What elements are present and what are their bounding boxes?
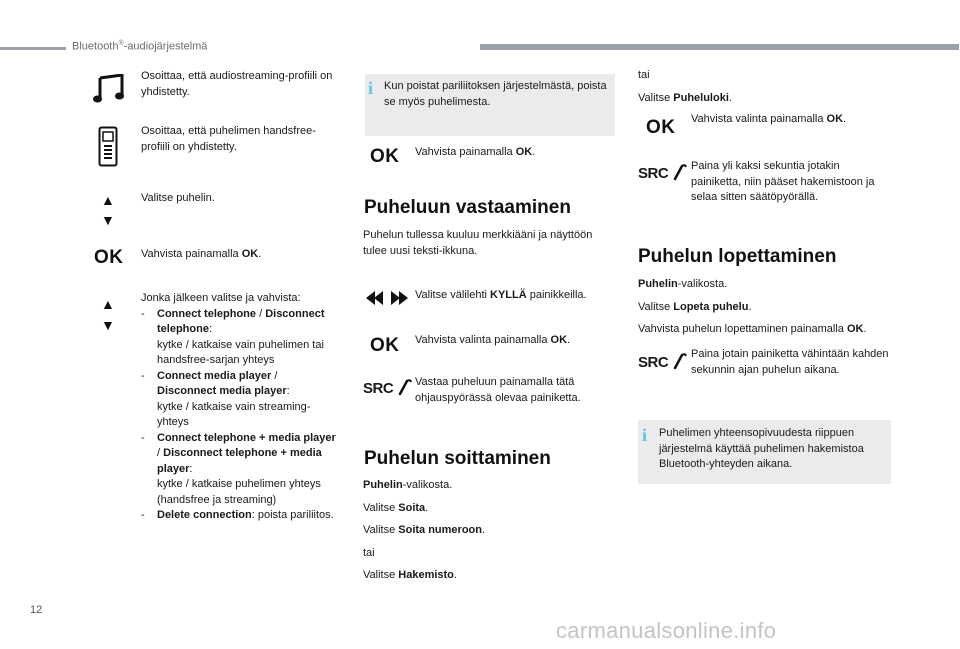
section-heading-end-call: Puhelun lopettaminen <box>638 246 837 267</box>
src-directory-text: Paina yli kaksi sekuntia jotakin painiketta, niin pääset hakemistoon ja selaa sitten säätöpyörällä. <box>691 160 875 203</box>
section-heading-call: Puhelun soittaminen <box>364 448 551 469</box>
confirm-selection-text: Vahvista valinta painamalla OK. <box>691 113 847 125</box>
confirm-ok-text: Vahvista painamalla OK. <box>141 248 262 260</box>
watermark: carmanualsonline.info <box>556 618 777 643</box>
or-text: tai <box>638 69 650 81</box>
answer-intro-text: Puhelun tullessa kuuluu merkkiääni ja näyttöön tulee uusi teksti-ikkuna. <box>363 229 593 257</box>
info-note-unpair <box>365 74 615 136</box>
up-arrow-icon: ▲ <box>101 192 115 208</box>
src-phone-button-icon: SRC <box>638 352 687 372</box>
list-item: - Delete connection: poista pariliitos. <box>141 508 339 524</box>
ok-button-icon: OK <box>370 335 400 356</box>
page-header-title: Bluetooth®-audiojärjestelmä <box>72 40 208 53</box>
confirm-end-call-text: Vahvista puhelun lopettaminen painamalla OK. <box>638 323 867 335</box>
menu-text: Puhelin-valikosta. <box>638 278 728 290</box>
down-arrow-icon: ▼ <box>101 317 115 333</box>
menu-text: Puhelin-valikosta. <box>363 479 453 491</box>
info-note-compatibility <box>638 420 891 484</box>
select-call-log-text: Valitse Puheluloki. <box>638 92 732 104</box>
select-dial-number-text: Valitse Soita numeroon. <box>363 524 486 536</box>
list-item: - Connect telephone + media player / Disconnect telephone + media player: kytke / katkaise puhelimen yhteys (handsfree ja streaming) <box>141 431 339 509</box>
connection-options: Jonka jälkeen valitse ja vahvista: - Connect telephone / Disconnect telephone: kytke / katkaise vain puhelimen tai handsfree-sarjan yhteys - Connect media player / Disconnect media player: kytke / katkaise vain streaming-yhteys - Connect telephone + media player / Disconnect telephone + media player: kytke / katkaise puhelimen yhteys (handsfree ja streaming) - Delete connection: poista pariliitos. <box>141 291 339 524</box>
confirm-ok-text: Vahvista painamalla OK. <box>415 146 536 158</box>
header-bar <box>480 44 959 50</box>
select-phone-text: Valitse puhelin. <box>141 192 215 204</box>
confirm-selection-text: Vahvista valinta painamalla OK. <box>415 334 571 346</box>
list-item: - Connect telephone / Disconnect telephone: kytke / katkaise vain puhelimen tai handsfree-sarjan yhteys <box>141 307 339 369</box>
list-item: - Connect media player / Disconnect media player: kytke / katkaise vain streaming-yhteys <box>141 369 339 431</box>
info-note-text: Kun poistat pariliitoksen järjestelmästä, poista se myös puhelimesta. <box>384 80 607 108</box>
up-arrow-icon: ▲ <box>101 296 115 312</box>
ok-button-icon: OK <box>646 117 676 138</box>
info-note-text: Puhelimen yhteensopivuudesta riippuen järjestelmä käyttää puhelimen hakemistoa Bluetooth-yhteyden aikana. <box>659 427 864 470</box>
select-tab-text: Valitse välilehti KYLLÄ painikkeilla. <box>415 289 587 301</box>
section-heading-answer: Puheluun vastaaminen <box>364 197 571 218</box>
left-right-arrows-icon <box>366 290 408 311</box>
handsfree-profile-text: Osoittaa, että puhelimen handsfree-profiili on yhdistetty. <box>141 125 316 153</box>
src-answer-text: Vastaa puheluun painamalla tätä ohjauspyörässä olevaa painiketta. <box>415 376 581 404</box>
audio-profile-text: Osoittaa, että audiostreaming-profiili on yhdistetty. <box>141 70 333 98</box>
src-phone-button-icon: SRC <box>638 163 687 183</box>
or-text: tai <box>363 547 375 559</box>
select-call-text: Valitse Soita. <box>363 502 429 514</box>
mobile-phone-icon <box>98 126 120 173</box>
info-icon: i <box>642 425 648 445</box>
page-number: 12 <box>30 604 43 616</box>
down-arrow-icon: ▼ <box>101 212 115 228</box>
select-end-call-text: Valitse Lopeta puhelu. <box>638 301 752 313</box>
ok-button-icon: OK <box>94 247 124 268</box>
select-directory-text: Valitse Hakemisto. <box>363 569 457 581</box>
src-end-call-text: Paina jotain painiketta vähintään kahden sekunnin ajan puhelun aikana. <box>691 348 889 376</box>
header-rule-left <box>0 47 66 50</box>
ok-button-icon: OK <box>370 146 400 167</box>
info-icon: i <box>368 78 374 98</box>
music-note-icon <box>92 74 126 109</box>
src-phone-button-icon: SRC <box>363 378 412 398</box>
